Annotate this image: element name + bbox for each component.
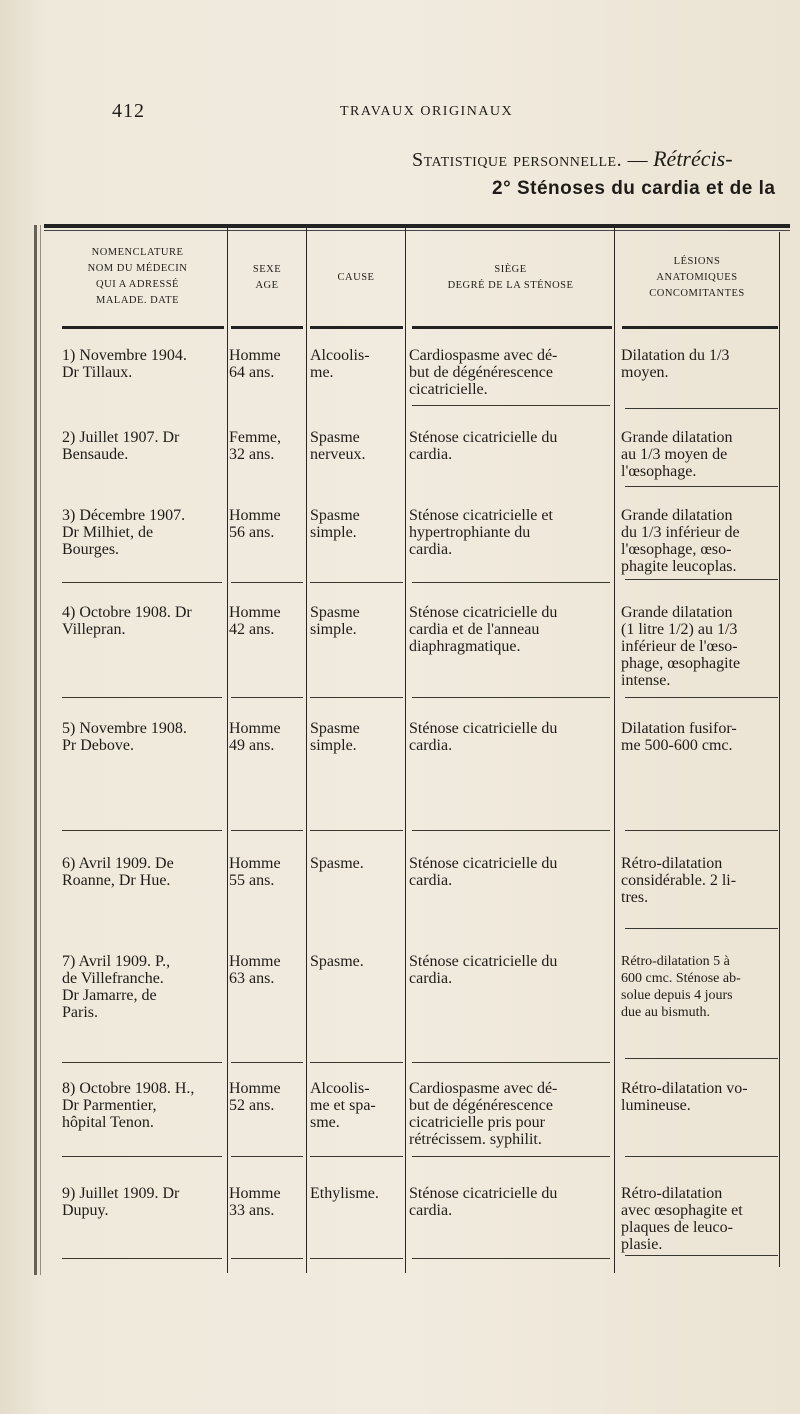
row-rule bbox=[310, 697, 403, 698]
text-line: Spasme. bbox=[310, 953, 364, 970]
header-line: LÉSIONS bbox=[673, 256, 721, 267]
row-rule bbox=[625, 486, 778, 487]
row-rule bbox=[231, 830, 303, 831]
text-line: Homme bbox=[229, 1185, 281, 1202]
row3-sexe-age bbox=[229, 507, 304, 541]
text-line: Homme bbox=[229, 953, 281, 970]
text-line: 52 ans. bbox=[229, 1097, 275, 1114]
text-line: hypertrophiante du bbox=[409, 524, 531, 541]
text-line: au 1/3 moyen de bbox=[621, 446, 728, 463]
column-divider bbox=[405, 228, 406, 1273]
text-line: rétrécissem. syphilit. bbox=[409, 1131, 542, 1148]
row7-nomenclature bbox=[62, 953, 222, 1021]
row-rule bbox=[625, 1156, 778, 1157]
text-line: but de dégénérescence bbox=[409, 364, 553, 381]
row6-lesions bbox=[621, 855, 779, 906]
text-line: 6) Avril 1909. De bbox=[62, 855, 174, 872]
text-line: Villepran. bbox=[62, 621, 126, 638]
text-line: 55 ans. bbox=[229, 872, 275, 889]
row-rule bbox=[62, 582, 222, 583]
row1-nomenclature bbox=[62, 347, 222, 381]
text-line: Spasme. bbox=[310, 855, 364, 872]
page-edge-inner bbox=[40, 225, 41, 1275]
row-rule bbox=[412, 697, 610, 698]
text-line: Rétro-dilatation 5 à bbox=[621, 954, 730, 969]
text-line: due au bismuth. bbox=[621, 1005, 711, 1020]
text-line: nerveux. bbox=[310, 446, 366, 463]
header-nomenclature bbox=[50, 245, 225, 309]
text-line: Sténose cicatricielle et bbox=[409, 507, 553, 524]
header-rule bbox=[231, 326, 303, 329]
row7-sexe-age bbox=[229, 953, 304, 987]
text-line: Dr Tillaux. bbox=[62, 364, 133, 381]
row-rule bbox=[625, 697, 778, 698]
text-line: Homme bbox=[229, 347, 281, 364]
row8-sexe-age bbox=[229, 1080, 304, 1114]
section-subtitle bbox=[412, 146, 733, 172]
text-line: 1) Novembre 1904. bbox=[62, 347, 187, 364]
text-line: tres. bbox=[621, 889, 649, 906]
text-line: Alcoolis- bbox=[310, 347, 370, 364]
header-line: SEXE bbox=[252, 264, 282, 275]
row-rule bbox=[62, 1062, 222, 1063]
row-rule bbox=[412, 1156, 610, 1157]
header-line: CONCOMITANTES bbox=[649, 288, 745, 299]
column-divider bbox=[779, 232, 780, 1267]
header-line: NOMENCLATURE bbox=[91, 247, 184, 258]
text-line: Sténose cicatricielle du bbox=[409, 1185, 558, 1202]
text-line: 63 ans. bbox=[229, 970, 275, 987]
row5-lesions bbox=[621, 720, 779, 754]
text-line: plasie. bbox=[621, 1236, 663, 1253]
text-line: 49 ans. bbox=[229, 737, 275, 754]
column-divider bbox=[614, 228, 615, 1273]
row7-siege bbox=[409, 953, 612, 987]
text-line: Pr Debove. bbox=[62, 737, 134, 754]
row4-sexe-age bbox=[229, 604, 304, 638]
row-rule bbox=[62, 1258, 222, 1259]
table-top-rule-thin bbox=[44, 230, 790, 231]
text-line: cardia. bbox=[409, 872, 453, 889]
text-line: Homme bbox=[229, 507, 281, 524]
text-line: Grande dilatation bbox=[621, 507, 733, 524]
row-rule bbox=[625, 579, 778, 580]
text-line: Ethylisme. bbox=[310, 1185, 379, 1202]
row2-cause bbox=[310, 429, 402, 463]
text-line: Rétro-dilatation vo- bbox=[621, 1080, 748, 1097]
row8-siege bbox=[409, 1080, 612, 1148]
row2-siege bbox=[409, 429, 612, 463]
row4-cause bbox=[310, 604, 402, 638]
header-line: QUI A ADRESSÉ bbox=[96, 279, 179, 290]
text-line: Homme bbox=[229, 604, 281, 621]
text-line: phagite leucoplas. bbox=[621, 558, 737, 575]
text-line: Dilatation fusifor- bbox=[621, 720, 737, 737]
text-line: avec œsophagite et bbox=[621, 1202, 743, 1219]
row9-siege bbox=[409, 1185, 612, 1219]
header-cause bbox=[308, 270, 404, 286]
row-rule bbox=[231, 1062, 303, 1063]
row-rule bbox=[412, 582, 610, 583]
section-heading: 2° Sténoses du cardia et de la bbox=[492, 178, 776, 199]
text-line: lumineuse. bbox=[621, 1097, 691, 1114]
row-rule bbox=[310, 1062, 403, 1063]
text-line: plaques de leuco- bbox=[621, 1219, 733, 1236]
text-line: considérable. 2 li- bbox=[621, 872, 737, 889]
text-line: but de dégénérescence bbox=[409, 1097, 553, 1114]
row5-nomenclature bbox=[62, 720, 222, 754]
text-line: Rétro-dilatation bbox=[621, 1185, 723, 1202]
row3-cause bbox=[310, 507, 402, 541]
text-line: Spasme bbox=[310, 507, 360, 524]
row1-siege bbox=[409, 347, 612, 398]
row7-cause bbox=[310, 953, 402, 970]
header-line: ANATOMIQUES bbox=[656, 272, 738, 283]
text-line: cardia et de l'anneau bbox=[409, 621, 540, 638]
header-rule bbox=[310, 326, 403, 329]
text-line: Sténose cicatricielle du bbox=[409, 855, 558, 872]
row5-sexe-age bbox=[229, 720, 304, 754]
row-rule bbox=[231, 697, 303, 698]
text-line: 56 ans. bbox=[229, 524, 275, 541]
row-rule bbox=[625, 1255, 778, 1256]
text-line: Sténose cicatricielle du bbox=[409, 604, 558, 621]
text-line: (1 litre 1/2) au 1/3 bbox=[621, 621, 738, 638]
row2-lesions bbox=[621, 429, 779, 480]
text-line: Dr Parmentier, bbox=[62, 1097, 157, 1114]
row9-nomenclature bbox=[62, 1185, 222, 1219]
row-rule bbox=[310, 1156, 403, 1157]
text-line: Bourges. bbox=[62, 541, 120, 558]
text-line: l'œsophage. bbox=[621, 463, 697, 480]
header-rule bbox=[62, 326, 224, 329]
text-line: Dr Jamarre, de bbox=[62, 987, 157, 1004]
row-rule bbox=[310, 582, 403, 583]
text-line: Grande dilatation bbox=[621, 429, 733, 446]
text-line: Alcoolis- bbox=[310, 1080, 370, 1097]
row8-cause bbox=[310, 1080, 402, 1131]
text-line: 8) Octobre 1908. H., bbox=[62, 1080, 195, 1097]
row9-lesions bbox=[621, 1185, 779, 1253]
row2-sexe-age bbox=[229, 429, 304, 463]
row-rule bbox=[412, 1258, 610, 1259]
header-line: CAUSE bbox=[337, 272, 375, 283]
header-siege bbox=[408, 262, 613, 294]
text-line: me et spa- bbox=[310, 1097, 376, 1114]
row6-sexe-age bbox=[229, 855, 304, 889]
text-line: diaphragmatique. bbox=[409, 638, 521, 655]
text-line: Bensaude. bbox=[62, 446, 129, 463]
text-line: Spasme bbox=[310, 604, 360, 621]
text-line: cardia. bbox=[409, 970, 453, 987]
text-line: 32 ans. bbox=[229, 446, 275, 463]
text-line: solue depuis 4 jours bbox=[621, 988, 733, 1003]
row-rule bbox=[231, 582, 303, 583]
row1-cause bbox=[310, 347, 402, 381]
text-line: inférieur de l'œso- bbox=[621, 638, 738, 655]
header-line: SIÈGE bbox=[494, 264, 527, 275]
header-rule bbox=[412, 326, 612, 329]
header-line: DEGRÉ DE LA STÉNOSE bbox=[447, 280, 574, 291]
row-rule bbox=[62, 1156, 222, 1157]
text-line: 600 cmc. Sténose ab- bbox=[621, 971, 741, 986]
text-line: 9) Juillet 1909. Dr bbox=[62, 1185, 180, 1202]
text-line: 3) Décembre 1907. bbox=[62, 507, 186, 524]
row-rule bbox=[625, 408, 778, 409]
text-line: Homme bbox=[229, 720, 281, 737]
row5-siege bbox=[409, 720, 612, 754]
text-line: Sténose cicatricielle du bbox=[409, 720, 558, 737]
header-lesions bbox=[616, 254, 778, 302]
row8-lesions bbox=[621, 1080, 779, 1114]
row4-siege bbox=[409, 604, 612, 655]
row3-nomenclature bbox=[62, 507, 222, 558]
text-line: du 1/3 inférieur de bbox=[621, 524, 740, 541]
text-line: moyen. bbox=[621, 364, 669, 381]
running-title: TRAVAUX ORIGINAUX bbox=[340, 104, 514, 119]
text-line: cardia. bbox=[409, 737, 453, 754]
header-sexe-age bbox=[229, 262, 305, 294]
text-line: simple. bbox=[310, 737, 357, 754]
text-line: 4) Octobre 1908. Dr bbox=[62, 604, 192, 621]
text-line: l'œsophage, œso- bbox=[621, 541, 732, 558]
text-line: me 500-600 cmc. bbox=[621, 737, 733, 754]
text-line: phage, œsophagite bbox=[621, 655, 741, 672]
row1-lesions bbox=[621, 347, 779, 381]
table-top-rule bbox=[44, 224, 790, 228]
row3-siege bbox=[409, 507, 612, 558]
header-line: MALADE. DATE bbox=[96, 295, 179, 306]
text-line: 42 ans. bbox=[229, 621, 275, 638]
text-line: me. bbox=[310, 364, 334, 381]
row1-sexe-age bbox=[229, 347, 304, 381]
row-rule bbox=[412, 405, 610, 406]
text-line: cicatricielle pris pour bbox=[409, 1114, 545, 1131]
text-line: sme. bbox=[310, 1114, 340, 1131]
text-line: simple. bbox=[310, 524, 357, 541]
text-line: Sténose cicatricielle du bbox=[409, 953, 558, 970]
text-line: Sténose cicatricielle du bbox=[409, 429, 558, 446]
header-line: AGE bbox=[255, 280, 279, 291]
row8-nomenclature bbox=[62, 1080, 222, 1131]
text-line: Dr Milhiet, de bbox=[62, 524, 154, 541]
text-line: 2) Juillet 1907. Dr bbox=[62, 429, 180, 446]
text-line: Spasme bbox=[310, 429, 360, 446]
text-line: Spasme bbox=[310, 720, 360, 737]
text-line: simple. bbox=[310, 621, 357, 638]
text-line: Cardiospasme avec dé- bbox=[409, 347, 558, 364]
text-line: 33 ans. bbox=[229, 1202, 275, 1219]
header-rule bbox=[622, 326, 778, 329]
text-line: cardia. bbox=[409, 1202, 453, 1219]
row2-nomenclature bbox=[62, 429, 222, 463]
row6-cause bbox=[310, 855, 402, 872]
text-line: de Villefranche. bbox=[62, 970, 164, 987]
row-rule bbox=[625, 1058, 778, 1059]
text-line: cardia. bbox=[409, 541, 453, 558]
row3-lesions bbox=[621, 507, 779, 575]
text-line: Roanne, Dr Hue. bbox=[62, 872, 171, 889]
row9-cause bbox=[310, 1185, 402, 1202]
row-rule bbox=[231, 1156, 303, 1157]
header-line: NOM DU MÉDECIN bbox=[87, 263, 188, 274]
text-line: Rétro-dilatation bbox=[621, 855, 723, 872]
row4-lesions bbox=[621, 604, 779, 689]
text-line: cardia. bbox=[409, 446, 453, 463]
page-edge bbox=[34, 225, 37, 1275]
subtitle-italic: Rétrécis- bbox=[653, 146, 733, 171]
row-rule bbox=[62, 697, 222, 698]
row6-siege bbox=[409, 855, 612, 889]
row4-nomenclature bbox=[62, 604, 222, 638]
text-line: hôpital Tenon. bbox=[62, 1114, 154, 1131]
text-line: 7) Avril 1909. P., bbox=[62, 953, 171, 970]
column-divider bbox=[227, 228, 228, 1273]
page-number: 412 bbox=[112, 100, 145, 122]
subtitle-smallcaps: Statistique personnelle. — bbox=[412, 149, 649, 171]
text-line: cicatricielle. bbox=[409, 381, 488, 398]
row-rule bbox=[310, 1258, 403, 1259]
text-line: Dilatation du 1/3 bbox=[621, 347, 730, 364]
text-line: 5) Novembre 1908. bbox=[62, 720, 187, 737]
row-rule bbox=[412, 1062, 610, 1063]
text-line: Femme, bbox=[229, 429, 281, 446]
text-line: Dupuy. bbox=[62, 1202, 109, 1219]
row-rule bbox=[62, 830, 222, 831]
column-divider bbox=[306, 228, 307, 1273]
row9-sexe-age bbox=[229, 1185, 304, 1219]
text-line: Homme bbox=[229, 855, 281, 872]
text-line: intense. bbox=[621, 672, 671, 689]
row6-nomenclature bbox=[62, 855, 222, 889]
text-line: 64 ans. bbox=[229, 364, 275, 381]
text-line: Grande dilatation bbox=[621, 604, 733, 621]
row-rule bbox=[625, 928, 778, 929]
row7-lesions bbox=[621, 953, 779, 1021]
row5-cause bbox=[310, 720, 402, 754]
text-line: Cardiospasme avec dé- bbox=[409, 1080, 558, 1097]
row-rule bbox=[310, 830, 403, 831]
text-line: Homme bbox=[229, 1080, 281, 1097]
row-rule bbox=[625, 830, 778, 831]
row-rule bbox=[412, 830, 610, 831]
text-line: Paris. bbox=[62, 1004, 98, 1021]
row-rule bbox=[231, 1258, 303, 1259]
